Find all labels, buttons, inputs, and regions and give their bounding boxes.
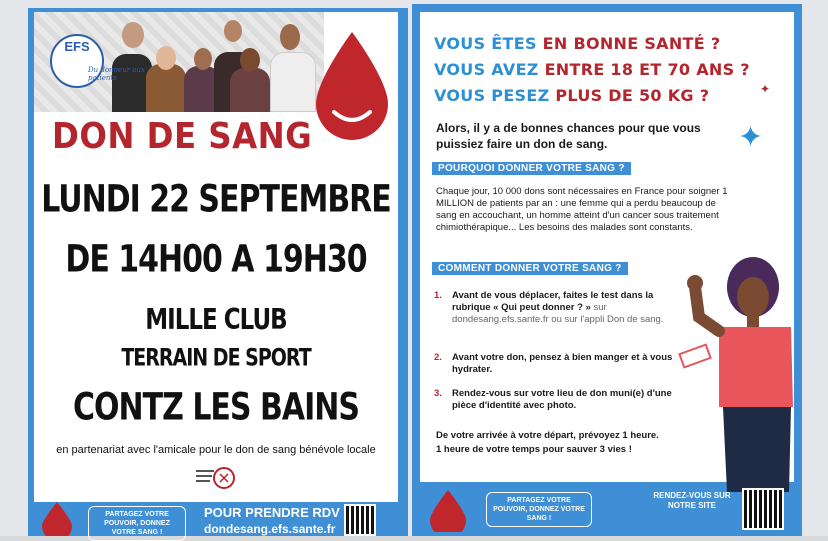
right-flyer: [412, 4, 802, 536]
question-age: VOUS AVEZ ENTRE 18 ET 70 ANS ?: [434, 60, 750, 79]
eligibility-text: Alors, il y a de bonnes chances pour que vous puissiez faire un don de sang.: [436, 121, 701, 151]
qr-code-icon[interactable]: [344, 504, 376, 536]
closing-line-1: De votre arrivée à votre départ, prévoyez 1 heure.: [436, 430, 659, 441]
small-blood-drop-icon: [42, 502, 72, 536]
left-flyer-body: [34, 12, 398, 502]
small-blood-drop-icon: [430, 490, 466, 532]
venue-detail: TERRAIN DE SPORT: [121, 344, 311, 372]
site-label: RENDEZ-VOUS SUR NOTRE SITE: [653, 491, 731, 510]
share-bubble: PARTAGEZ VOTRE POUVOIR, DONNEZ VOTRE SANG !: [88, 506, 186, 541]
share-bubble: PARTAGEZ VOTRE POUVOIR, DONNEZ VOTRE SANG !: [486, 492, 592, 527]
step-1: 1. Avant de vous déplacer, faites le test dans la rubrique « Qui peut donner ? » sur dondesang.efs.sante.fr ou sur l'appli Don de sang.: [434, 290, 664, 325]
why-text: Chaque jour, 10 000 dons sont nécessaires en France pour soigner 1 MILLION de patients par an : une femme qui a perdu beaucoup de sang en accouchant, un homme atteint d'un cancer sous traitement chimiothérapique... Les besoins des malades sont constants.: [436, 186, 728, 233]
event-date: LUNDI 22 SEPTEMBRE: [41, 177, 391, 222]
closing-line-2: 1 heure de votre temps pour sauver 3 vies !: [436, 444, 632, 455]
qr-code-icon[interactable]: [742, 488, 784, 530]
blood-drop-icon: [316, 32, 388, 142]
event-city: CONTZ LES BAINS: [73, 385, 359, 430]
question-weight: VOUS PESEZ PLUS DE 50 KG ?: [434, 86, 710, 105]
efs-tagline: Du donneur aux patients: [88, 66, 145, 82]
rdv-label: POUR PRENDRE RDV: [204, 505, 340, 520]
event-title: DON DE SANG: [52, 116, 313, 157]
efs-logo: EFS: [50, 34, 104, 88]
right-flyer-body: [420, 12, 794, 482]
question-health: VOUS ÊTES EN BONNE SANTÉ ?: [434, 34, 721, 53]
donors-photo: [34, 12, 324, 112]
star-icon: ✦: [738, 121, 764, 154]
sparkle-icon: ✦: [760, 82, 771, 96]
rdv-url[interactable]: dondesang.efs.sante.fr: [204, 522, 336, 536]
woman-illustration: [675, 257, 800, 492]
left-flyer: [28, 8, 408, 536]
partner-note: en partenariat avec l'amicale pour le don de sang bénévole locale: [56, 444, 376, 456]
step-2: 2. Avant votre don, pensez à bien manger et à vous hydrater.: [434, 352, 673, 375]
amicale-logo-icon: [194, 464, 238, 496]
step-3: 3. Rendez-vous sur votre lieu de don muni(e) d'une pièce d'identité avec photo.: [434, 388, 672, 411]
why-heading: POURQUOI DONNER VOTRE SANG ?: [432, 162, 631, 175]
venue-name: MILLE CLUB: [145, 303, 287, 337]
event-time: DE 14H00 A 19H30: [65, 237, 367, 282]
how-heading: COMMENT DONNER VOTRE SANG ?: [432, 262, 628, 275]
